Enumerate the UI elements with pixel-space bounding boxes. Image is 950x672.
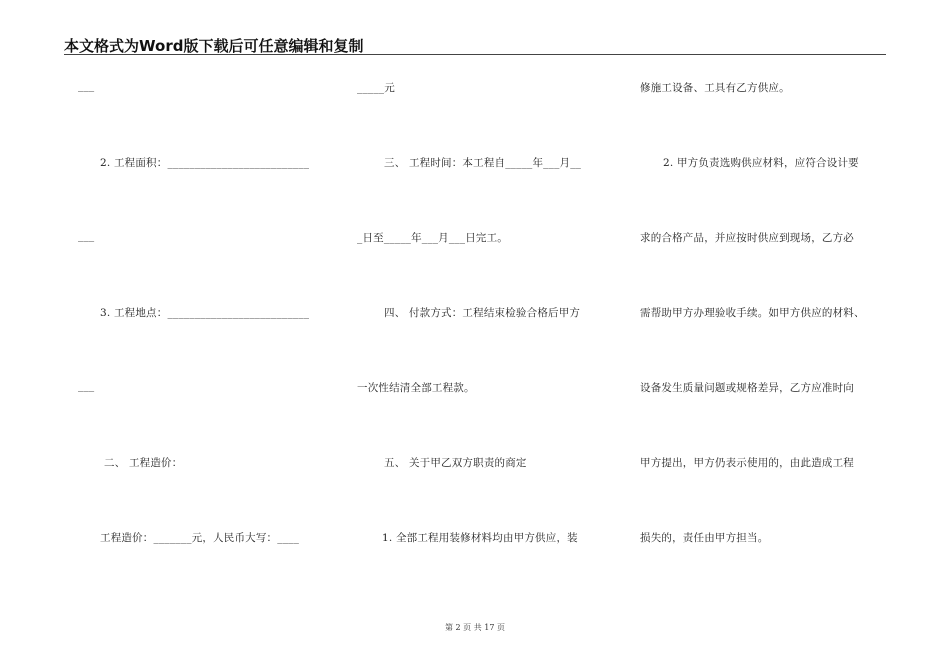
- left-line-4: 3. 工程地点：__________________________: [100, 307, 310, 319]
- left-line-2: 2. 工程面积：__________________________: [100, 157, 310, 169]
- right-line-5: 设备发生质量问题或规格差异，乙方应准时向: [640, 382, 854, 394]
- middle-line-3: _日至_____年___月___日完工。: [357, 232, 508, 244]
- left-line-6: 二、 工程造价：: [104, 457, 183, 469]
- middle-line-2: 三、 工程时间：本工程自_____年___月__: [384, 157, 582, 169]
- right-line-2: 2. 甲方负责选购供应材料，应符合设计要: [663, 157, 859, 169]
- header-title: 本文格式为Word版下载后可任意编辑和复制: [64, 37, 364, 55]
- middle-line-1: _____元: [357, 82, 395, 94]
- middle-line-5: 一次性结清全部工程款。: [357, 382, 475, 394]
- right-line-6: 甲方提出，甲方仍表示使用的，由此造成工程: [640, 457, 854, 469]
- right-line-1: 修施工设备、工具有乙方供应。: [640, 82, 790, 94]
- right-line-7: 损失的，责任由甲方担当。: [640, 532, 769, 544]
- left-line-5: ___: [78, 380, 95, 392]
- page-number: 第 2 页 共 17 页: [445, 623, 505, 632]
- document-header: [64, 33, 886, 55]
- middle-line-4: 四、 付款方式：工程结束检验合格后甲方: [384, 307, 581, 319]
- right-line-3: 求的合格产品，并应按时供应到现场，乙方必: [640, 232, 854, 244]
- left-line-7: 工程造价：_______元，人民币大写：____: [100, 532, 300, 544]
- middle-line-6: 五、 关于甲乙双方职责的商定: [384, 457, 527, 469]
- right-line-4: 需帮助甲方办理验收手续。如甲方供应的材料、: [640, 307, 865, 319]
- left-line-1: ___: [78, 80, 95, 92]
- middle-line-7: 1. 全部工程用装修材料均由甲方供应，装: [382, 532, 578, 544]
- left-line-3: ___: [78, 230, 95, 242]
